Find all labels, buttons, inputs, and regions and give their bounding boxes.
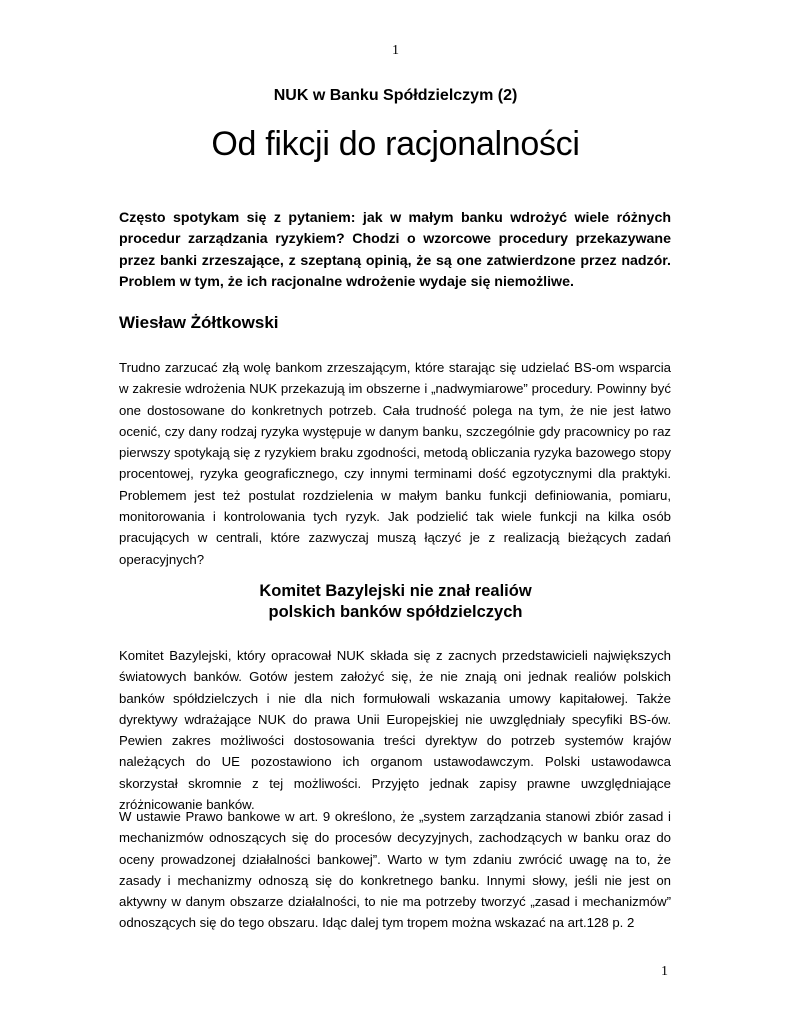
section-heading-line-1: Komitet Bazylejski nie znał realiów [259, 582, 532, 600]
section-heading [0, 581, 791, 623]
series-title: NUK w Banku Spółdzielczym (2) [273, 87, 518, 104]
body-paragraph-2: Komitet Bazylejski, który opracował NUK składa się z zacnych przedstawicieli największych światowych banków. Gotów jestem założyć się, że nie znają oni jednak realiów polskich banków spółdzielczych i nie dla nich formułowali wskazania umowy kapitałowej. Także dyrektywy wdrażające NUK do prawa Unii Europejskiej nie uwzględniały specyfiki BS-ów. Pewien zakres możliwości dostosowania treści dyrektyw do potrzeb systemów krajów należących do UE pozostawiono ich organom ustawodawczym. Polski ustawodawca skorzystał skromnie z tej możliwości. Przyjęto jednak zapisy prawne uwzględniające zróżnicowanie banków. [119, 648, 671, 813]
lead-paragraph: Często spotykam się z pytaniem: jak w małym banku wdrożyć wiele różnych procedur zarządzania ryzykiem? Chodzi o wzorcowe procedury przekazywane przez banki zrzeszające, z szeptaną opinią, że są one zatwierdzone przez nadzór. Problem w tym, że ich racjonalne wdrożenie wydaje się niemożliwe. [119, 210, 671, 290]
body-paragraph-3: W ustawie Prawo bankowe w art. 9 określono, że „system zarządzania stanowi zbiór zasad i mechanizmów odnoszących się do procesów decyzyjnych, zachodzących w banku oraz do oceny prowadzonej działalności bankowej”. Warto w tym zdaniu zwrócić uwagę na to, że zasady i mechanizmy odnoszą się do konkretnego banku. Innymi słowy, jeśli nie jest on aktywny w danym obszarze działalności, to nie ma potrzeby tworzyć „zasad i mechanizmów” odnoszących się do tego obszaru. Idąc dalej tym tropem można wskazać na art.128 p. 2 [119, 809, 671, 931]
page-number-bottom: 1 [661, 964, 668, 979]
author-name: Wiesław Żółtkowski [119, 313, 279, 332]
page-title: Od fikcji do racjonalności [211, 125, 580, 163]
page-number-top: 1 [392, 43, 399, 58]
body-paragraph-1: Trudno zarzucać złą wolę bankom zrzeszającym, które starając się udzielać BS-om wsparcia w zakresie wdrożenia NUK przekazują im obszerne i „nadwymiarowe” procedury. Powinny być one dostosowane do konkretnych potrzeb. Cała trudność polega na tym, że nie jest łatwo ocenić, czy dany rodzaj ryzyka występuje w danym banku, szczególnie gdy pracownicy po raz pierwszy spotykają się z ryzykiem braku zgodności, metodą obliczania ryzyka bazowego stopy procentowej, ryzyka geograficznego, czy innymi terminami dość egzotycznymi dla praktyki. Problemem jest też postulat rozdzielenia w małym banku funkcji definiowania, pomiaru, monitorowania i kontrolowania tych ryzyk. Jak podzielić tak wiele funkcji na kilka osób pracujących w centrali, które zazwyczaj muszą łączyć je z realizacją bieżących zadań operacyjnych? [119, 360, 671, 567]
section-heading-line-2: polskich banków spółdzielczych [268, 603, 523, 621]
